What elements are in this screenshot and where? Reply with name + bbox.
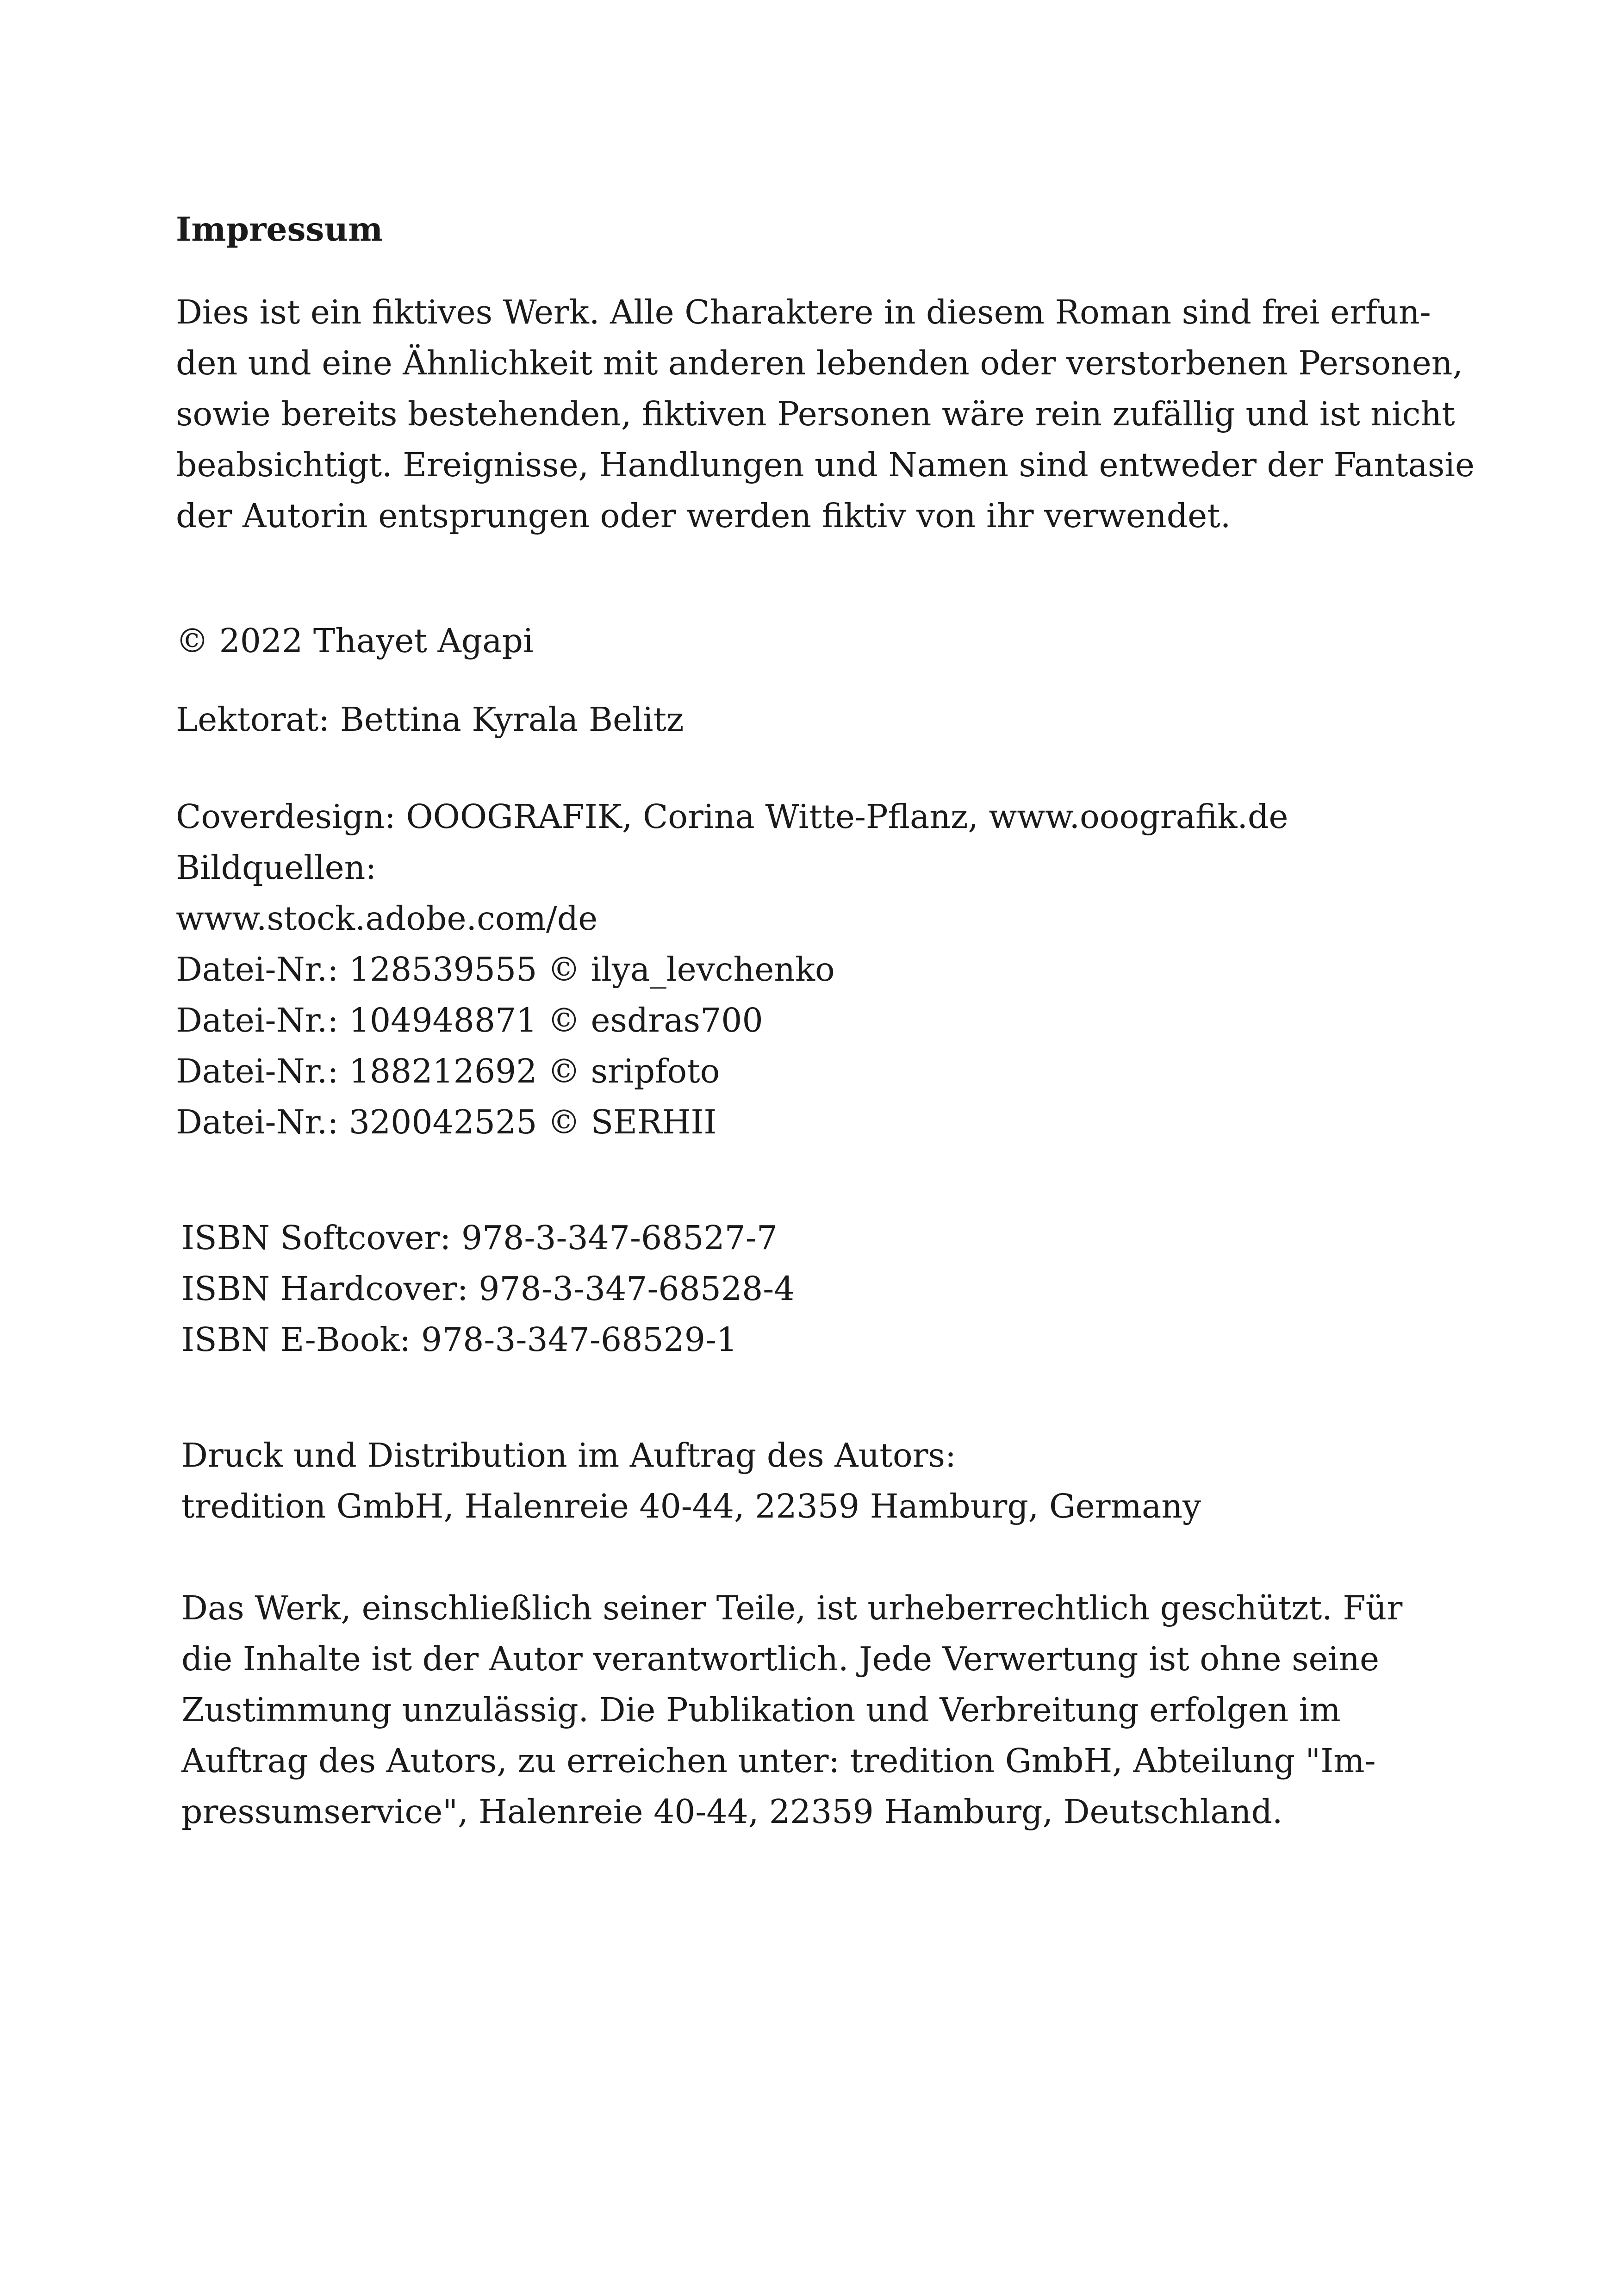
disclaimer-line: den und eine Ähnlichkeit mit anderen lebenden oder verstorbenen Personen, [176, 344, 1463, 382]
legal-line: Zustimmung unzulässig. Die Publikation und Verbreitung erfolgen im [181, 1691, 1341, 1729]
distribution-line: tredition GmbH, Halenreie 40-44, 22359 Hamburg, Germany [181, 1487, 1201, 1525]
copyright-line: © 2022 Thayet Agapi [176, 622, 534, 660]
legal-line: Das Werk, einschließlich seiner Teile, ist urheberrechtlich geschützt. Für [181, 1589, 1403, 1627]
distribution-line: Druck und Distribution im Auftrag des Autors: [181, 1436, 956, 1475]
distribution-info [181, 1430, 1201, 1532]
disclaimer-line: sowie bereits bestehenden, fiktiven Personen wäre rein zufällig und ist nicht [176, 395, 1455, 433]
image-credits [176, 791, 1288, 1148]
credits-line: Coverdesign: OOOGRAFIK, Corina Witte-Pflanz, www.ooografik.de [176, 797, 1288, 836]
credits-line: Datei-Nr.: 104948871 © esdras700 [176, 1001, 763, 1039]
legal-notice [181, 1583, 1402, 1837]
isbn-line: ISBN Softcover: 978-3-347-68527-7 [181, 1219, 778, 1257]
fiction-disclaimer [176, 287, 1475, 541]
editor-credit [176, 694, 684, 745]
credits-line: www.stock.adobe.com/de [176, 899, 598, 938]
disclaimer-line: beabsichtigt. Ereignisse, Handlungen und Namen sind entweder der Fantasie [176, 446, 1475, 484]
legal-line: Auftrag des Autors, zu erreichen unter: tredition GmbH, Abteilung "Im- [181, 1742, 1376, 1780]
isbn-line: ISBN Hardcover: 978-3-347-68528-4 [181, 1269, 795, 1308]
isbn-line: ISBN E-Book: 978-3-347-68529-1 [181, 1320, 738, 1359]
credits-line: Bildquellen: [176, 848, 377, 887]
credits-line: Datei-Nr.: 128539555 © ilya_levchenko [176, 950, 835, 989]
isbn-list [181, 1213, 795, 1365]
legal-line: pressumservice", Halenreie 40-44, 22359 Hamburg, Deutschland. [181, 1792, 1283, 1831]
legal-line: die Inhalte ist der Autor verantwortlich. Jede Verwertung ist ohne seine [181, 1640, 1379, 1678]
disclaimer-line: Dies ist ein fiktives Werk. Alle Charaktere in diesem Roman sind frei erfun- [176, 293, 1431, 331]
disclaimer-line: der Autorin entsprungen oder werden fiktiv von ihr verwendet. [176, 497, 1231, 535]
credits-line: Datei-Nr.: 188212692 © sripfoto [176, 1052, 720, 1090]
credits-line: Datei-Nr.: 320042525 © SERHII [176, 1103, 717, 1141]
page-title: Impressum [176, 210, 383, 249]
copyright-notice [176, 616, 534, 666]
lektorat-line: Lektorat: Bettina Kyrala Belitz [176, 700, 684, 739]
